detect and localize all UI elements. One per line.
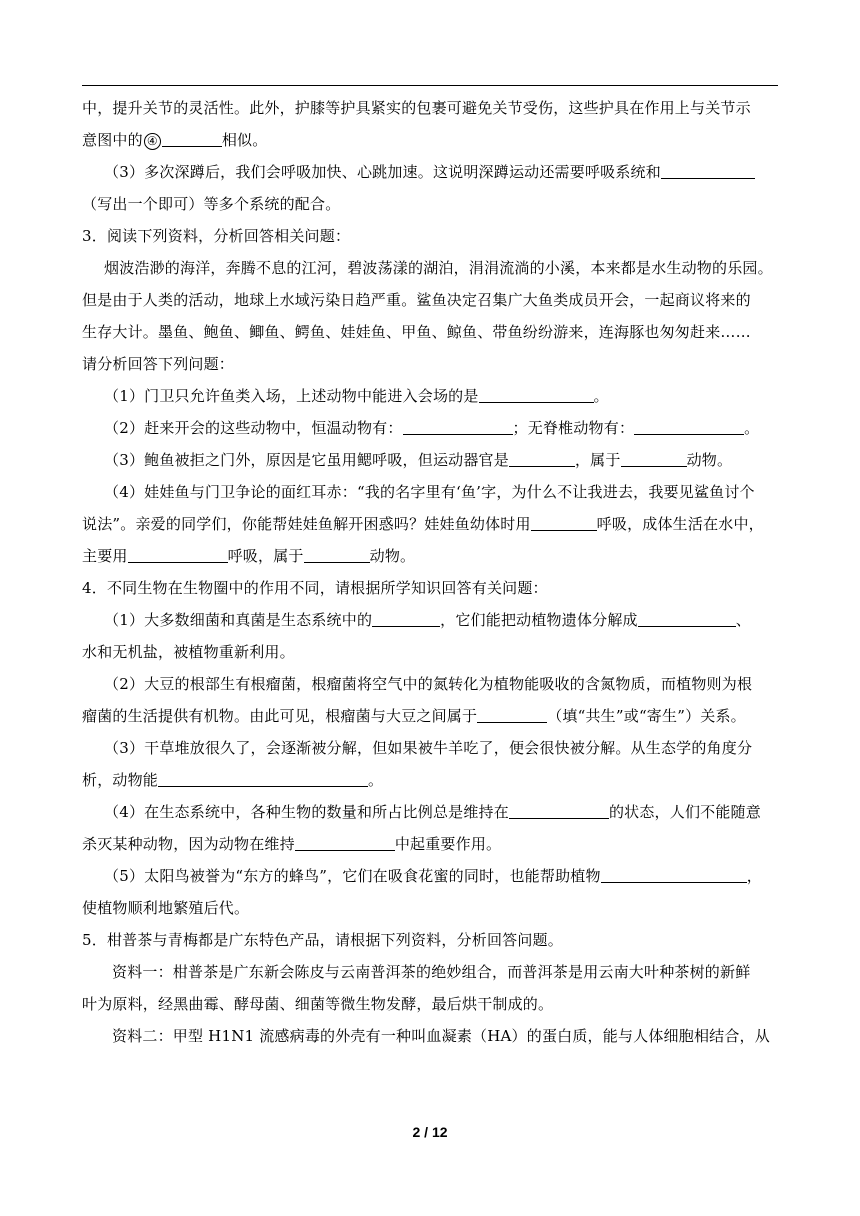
text: ，属于 — [574, 451, 621, 469]
answer-blank[interactable] — [509, 450, 575, 467]
answer-blank[interactable] — [601, 866, 747, 883]
question-heading — [82, 924, 782, 956]
sub-question — [82, 380, 782, 412]
question-heading — [82, 220, 782, 252]
text: 主要用 — [82, 547, 128, 565]
text: 的状态，人们不能随意 — [608, 803, 761, 821]
text-line — [82, 828, 782, 860]
answer-blank[interactable] — [128, 546, 228, 563]
question-heading — [82, 572, 782, 604]
text: （1）大多数细菌和真菌是生态系统中的 — [104, 611, 373, 629]
passage-line — [82, 252, 782, 284]
answer-blank[interactable] — [295, 834, 395, 851]
sub-question — [82, 444, 782, 476]
text: （2）赶来开会的这些动物中，恒温动物有： — [104, 419, 403, 437]
text: 。 — [593, 387, 609, 405]
text: 5．柑普茶与青梅都是广东特色产品，请根据下列资料，分析回答问题。 — [82, 931, 563, 949]
text: ，它们能把动植物遗体分解成 — [440, 611, 638, 629]
answer-blank[interactable] — [661, 162, 755, 179]
text: （写出一个即可）等多个系统的配合。 — [82, 195, 341, 213]
text: 。 — [368, 771, 384, 789]
text: 中，提升关节的灵活性。此外，护膝等护具紧实的包裹可避免关节受伤，这些护具在作用上与关节示 — [82, 99, 751, 117]
text: （3）多次深蹲后，我们会呼吸加快、心跳加速。这说明深蹲运动还需要呼吸系统和 — [104, 163, 661, 181]
answer-blank[interactable] — [509, 802, 609, 819]
text-line — [82, 540, 782, 572]
answer-blank[interactable] — [638, 610, 736, 627]
text: （1）门卫只允许鱼类入场，上述动物中能进入会场的是 — [104, 387, 479, 405]
text: 动物。 — [369, 547, 416, 565]
text-line — [82, 764, 782, 796]
text: （填“共生”或“寄生”）关系。 — [547, 707, 746, 725]
text: 杀灭某种动物，因为动物在维持 — [82, 835, 295, 853]
text-line — [82, 124, 782, 156]
passage-line — [82, 316, 782, 348]
sub-question — [82, 412, 782, 444]
text: （3）鲍鱼被拒之门外，原因是它虽用鳃呼吸，但运动器官是 — [104, 451, 509, 469]
text: 意图中的 — [82, 131, 143, 149]
text: （4）在生态系统中，各种生物的数量和所占比例总是维持在 — [104, 803, 509, 821]
text: 呼吸，属于 — [227, 547, 304, 565]
text: ， — [746, 867, 762, 885]
text: （4）娃娃鱼与门卫争论的面红耳赤：“我的名字里有‘鱼’字，为什么不让我进去，我要见鲨鱼讨个 — [104, 483, 755, 501]
material-line — [82, 988, 782, 1020]
answer-blank[interactable] — [477, 706, 547, 723]
material-line — [82, 956, 782, 988]
text: 动物。 — [686, 451, 733, 469]
answer-blank[interactable] — [158, 770, 368, 787]
text-line — [82, 156, 782, 188]
answer-blank[interactable] — [403, 418, 513, 435]
circled-number: ④ — [144, 133, 161, 150]
text: 水和无机盐，被植物重新利用。 — [82, 643, 295, 661]
text-line — [82, 92, 782, 124]
text: （5）太阳鸟被誉为“东方的蜂鸟”，它们在吸食花蜜的同时，也能帮助植物 — [104, 867, 601, 885]
text: 瘤菌的生活提供有机物。由此可见，根瘤菌与大豆之间属于 — [82, 707, 478, 725]
passage-line — [82, 284, 782, 316]
text: 请分析回答下列问题： — [82, 355, 235, 373]
passage-line — [82, 348, 782, 380]
document-body — [82, 92, 782, 1052]
sub-question — [82, 604, 782, 636]
text: 生存大计。墨鱼、鲍鱼、鲫鱼、鳄鱼、娃娃鱼、甲鱼、鲸鱼、带鱼纷纷游来，连海豚也匆匆赶来…… — [82, 323, 751, 341]
answer-blank[interactable] — [162, 130, 222, 147]
page-number: 2 / 12 — [412, 1124, 448, 1140]
material-line — [82, 1020, 782, 1052]
answer-blank[interactable] — [479, 386, 594, 403]
answer-blank[interactable] — [304, 546, 370, 563]
text: 使植物顺利地繁殖后代。 — [82, 899, 250, 917]
text-line — [82, 188, 782, 220]
header-rule — [82, 85, 778, 86]
text: （3）干草堆放很久了，会逐渐被分解，但如果被牛羊吃了，便会很快被分解。从生态学的角度分 — [104, 739, 753, 757]
sub-question — [82, 668, 782, 700]
sub-question — [82, 796, 782, 828]
text: 析，动物能 — [82, 771, 159, 789]
text: 中起重要作用。 — [394, 835, 502, 853]
text: 、 — [735, 611, 751, 629]
answer-blank[interactable] — [372, 610, 440, 627]
sub-question — [82, 860, 782, 892]
text-line — [82, 892, 782, 924]
answer-blank[interactable] — [621, 450, 687, 467]
text: 3．阅读下列资料，分析回答相关问题： — [82, 227, 351, 245]
text: 。 — [744, 419, 760, 437]
text: 烟波浩渺的海洋，奔腾不息的江河，碧波荡漾的湖泊，涓涓流淌的小溪，本来都是水生动物的乐园。 — [104, 259, 773, 277]
text: 说法”。亲爱的同学们，你能帮娃娃鱼解开困惑吗？娃娃鱼幼体时用 — [82, 515, 531, 533]
text: （2）大豆的根部生有根瘤菌，根瘤菌将空气中的氮转化为植物能吸收的含氮物质，而植物则为根 — [104, 675, 753, 693]
text-line — [82, 700, 782, 732]
text-line — [82, 636, 782, 668]
text: 相似。 — [221, 131, 268, 149]
text: 叶为原料，经黑曲霉、酵母菌、细菌等微生物发酵，最后烘干制成的。 — [82, 995, 554, 1013]
text-line — [82, 508, 782, 540]
text: 4．不同生物在生物圈中的作用不同，请根据所学知识回答有关问题： — [82, 579, 548, 597]
text: 资料一：柑普茶是广东新会陈皮与云南普洱茶的绝妙组合，而普洱茶是用云南大叶种茶树的新鲜 — [112, 963, 751, 981]
text: 资料二：甲型 H1N1 流感病毒的外壳有一种叫血凝素（HA）的蛋白质，能与人体细胞相结合，从 — [112, 1027, 770, 1045]
text: ；无脊椎动物有： — [512, 419, 635, 437]
answer-blank[interactable] — [634, 418, 744, 435]
text: 呼吸，成体生活在水中， — [596, 515, 764, 533]
answer-blank[interactable] — [531, 514, 597, 531]
sub-question — [82, 732, 782, 764]
sub-question — [82, 476, 782, 508]
text: 但是由于人类的活动，地球上水域污染日趋严重。鲨鱼决定召集广大鱼类成员开会，一起商议将来的 — [82, 291, 751, 309]
